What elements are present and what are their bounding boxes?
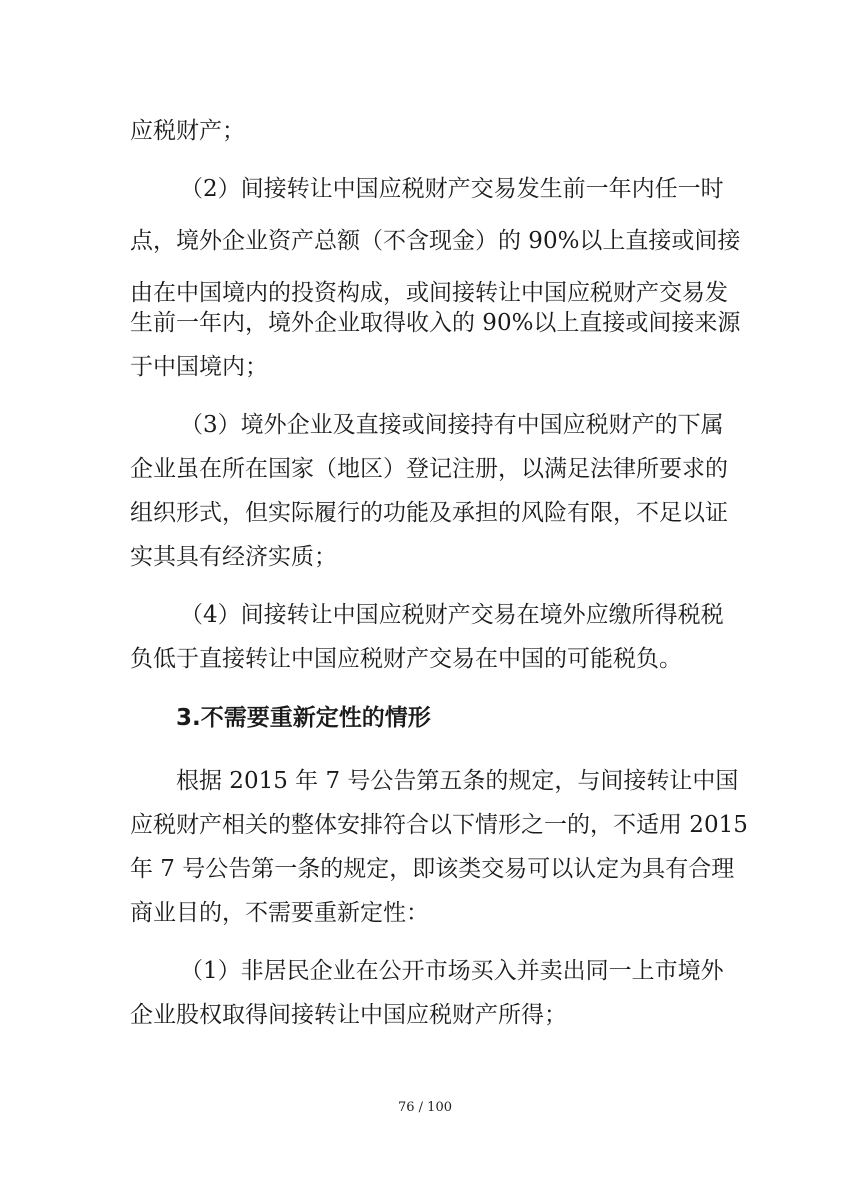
text-line: （2）间接转让中国应税财产交易发生前一年内任一时: [180, 176, 724, 202]
section-heading: 3.不需要重新定性的情形: [176, 705, 431, 731]
text-line: 实其具有经济实质；: [130, 544, 337, 570]
text-line: 于中国境内；: [130, 354, 268, 380]
text-line: 应税财产；: [130, 118, 245, 144]
text-line: 年 7 号公告第一条的规定，即该类交易可以认定为具有合理: [130, 856, 735, 882]
text-line: 应税财产相关的整体安排符合以下情形之一的，不适用 2015: [130, 812, 748, 838]
text-line: 组织形式，但实际履行的功能及承担的风险有限，不足以证: [130, 500, 728, 526]
text-line: 生前一年内，境外企业取得收入的 90%以上直接或间接来源: [130, 310, 741, 336]
text-line: 企业虽在所在国家（地区）登记注册，以满足法律所要求的: [130, 456, 728, 482]
text-line: 企业股权取得间接转让中国应税财产所得；: [130, 1002, 567, 1028]
text-line: 点，境外企业资产总额（不含现金）的 90%以上直接或间接: [130, 228, 741, 254]
text-line: （3）境外企业及直接或间接持有中国应税财产的下属: [180, 412, 724, 438]
text-line: 商业目的，不需要重新定性：: [130, 900, 429, 926]
page-number: 76 / 100: [398, 1100, 452, 1115]
text-line: （1）非居民企业在公开市场买入并卖出同一上市境外: [180, 958, 724, 984]
text-line: 负低于直接转让中国应税财产交易在中国的可能税负。: [130, 646, 682, 672]
text-line: 由在中国境内的投资构成，或间接转让中国应税财产交易发: [130, 280, 728, 306]
text-line: （4）间接转让中国应税财产交易在境外应缴所得税税: [180, 602, 724, 628]
text-line: 根据 2015 年 7 号公告第五条的规定，与间接转让中国: [176, 768, 739, 794]
